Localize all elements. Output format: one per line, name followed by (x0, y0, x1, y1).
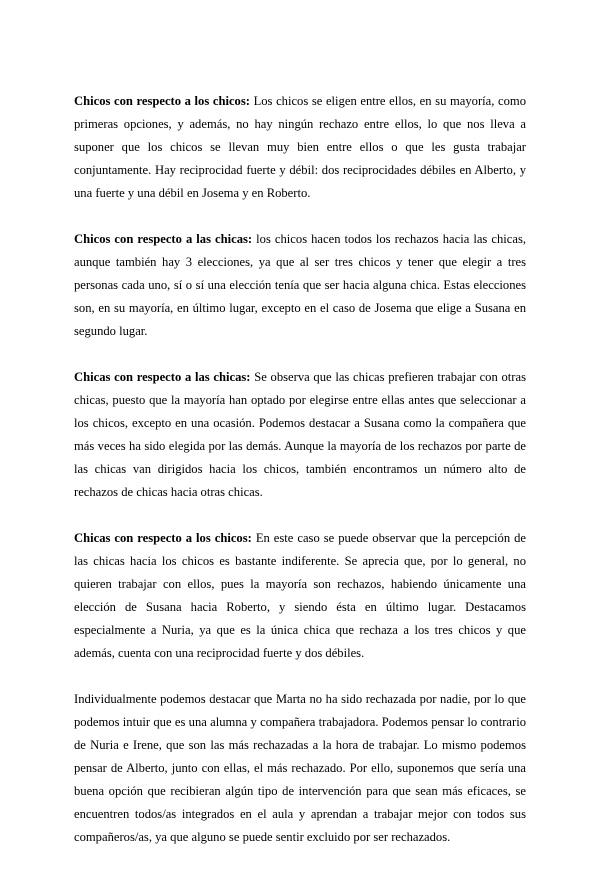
document-page (74, 90, 526, 872)
paragraph-chicos-chicos (74, 90, 526, 205)
paragraph-text: los chicos hacen todos los rechazos hacia las chicas, aunque también hay 3 elecciones, ya que al ser tres chicos y tener que elegir a tres personas cada uno, sí o sí una elección tenía que ser hacia alguna chica. Estas elecciones son, en su mayoría, en último lugar, excepto en el caso de Josema que elige a Susana en segundo lugar. (74, 232, 526, 338)
paragraph-heading: Chicos con respecto a las chicas: (74, 232, 253, 246)
paragraph-individual (74, 688, 526, 849)
paragraph-chicas-chicos (74, 527, 526, 665)
paragraph-heading: Chicos con respecto a los chicos: (74, 94, 250, 108)
paragraph-chicos-chicas (74, 228, 526, 343)
paragraph-text: En este caso se puede observar que la percepción de las chicas hacia los chicos es bastante indiferente. Se aprecia que, por lo general, no quieren trabajar con ellos, pues la mayoría son rechazos, habiendo únicamente una elección de Susana hacia Roberto, y siendo ésta en último lugar. Destacamos especialmente a Nuria, ya que es la única chica que rechaza a los tres chicos y que además, cuenta con una reciprocidad fuerte y dos débiles. (74, 531, 526, 660)
paragraph-heading: Chicas con respecto a las chicas: (74, 370, 251, 384)
paragraph-heading: Chicas con respecto a los chicos: (74, 531, 252, 545)
paragraph-chicas-chicas (74, 366, 526, 504)
paragraph-text: Individualmente podemos destacar que Marta no ha sido rechazada por nadie, por lo que podemos intuir que es una alumna y compañera trabajadora. Podemos pensar lo contrario de Nuria e Irene, que son las más rechazadas a la hora de trabajar. Lo mismo podemos pensar de Alberto, junto con ellas, el más rechazado. Por ello, suponemos que sería una buena opción que recibieran algún tipo de intervención para que sean más eficaces, se encuentren todos/as integrados en el aula y aprendan a trabajar mejor con todos sus compañeros/as, ya que alguno se puede sentir excluido por ser rechazados. (74, 692, 526, 844)
paragraph-text: Se observa que las chicas prefieren trabajar con otras chicas, puesto que la mayoría han optado por elegirse entre ellas antes que seleccionar a los chicos, excepto en una ocasión. Podemos destacar a Susana como la compañera que más veces ha sido elegida por las demás. Aunque la mayoría de los rechazos por parte de las chicas van dirigidos hacia los chicos, también encontramos un número alto de rechazos de chicas hacia otras chicas. (74, 370, 526, 499)
paragraph-text: Los chicos se eligen entre ellos, en su mayoría, como primeras opciones, y además, no hay ningún rechazo entre ellos, lo que nos lleva a suponer que los chicos se llevan muy bien entre ellos o que les gusta trabajar conjuntamente. Hay reciprocidad fuerte y débil: dos reciprocidades débiles en Alberto, y una fuerte y una débil en Josema y en Roberto. (74, 94, 526, 200)
